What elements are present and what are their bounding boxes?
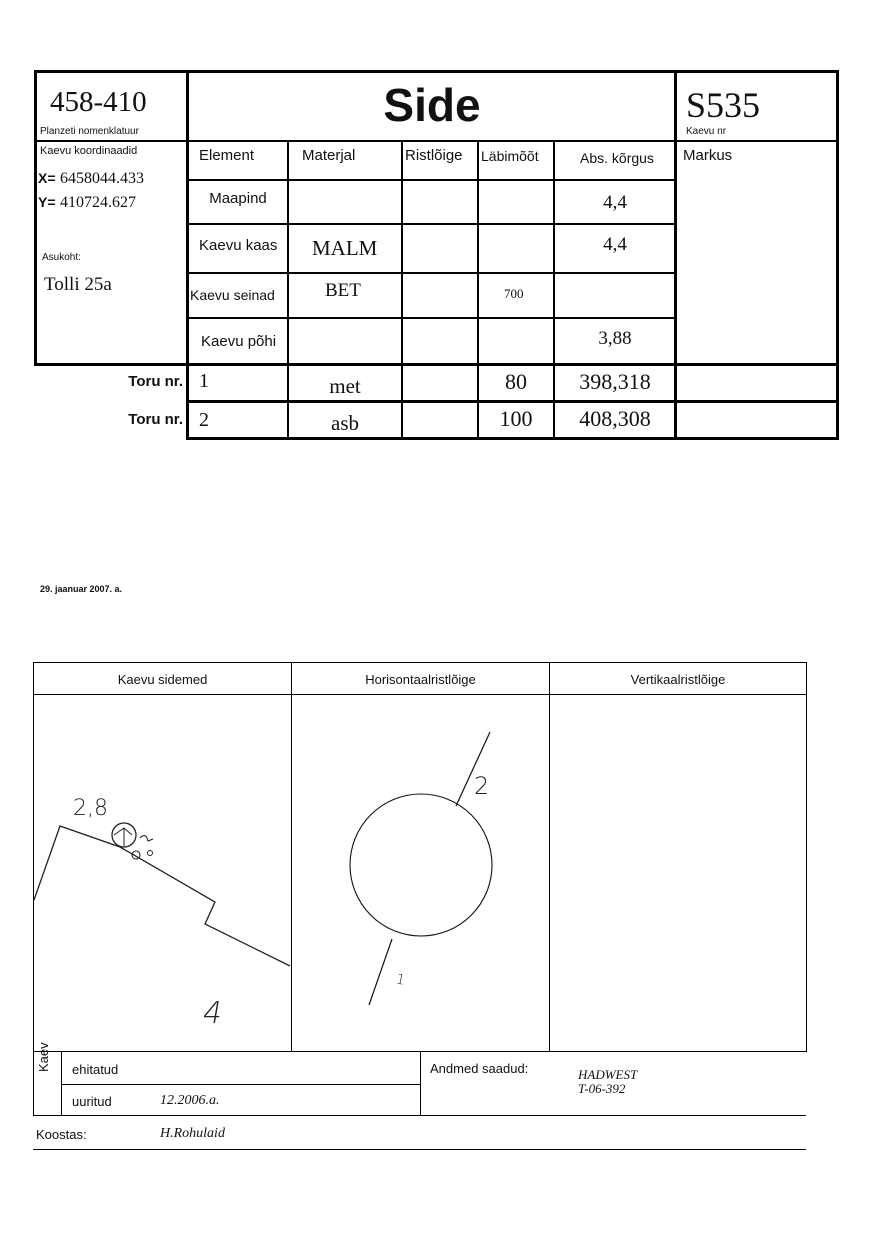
label-2-8: 2,8 (73, 796, 108, 821)
row-element: Kaevu seinad (190, 287, 275, 303)
pipe-label: Toru nr. (128, 373, 183, 390)
row-height: 4,4 (603, 192, 627, 213)
well-number: S535 (686, 85, 761, 125)
sketch-header-vertical: Vertikaalristlõige (630, 672, 726, 687)
col-material: Materjal (302, 147, 356, 164)
col-remarks: Markus (683, 147, 733, 164)
row-element: Maapind (209, 190, 267, 207)
row-height: 3,88 (598, 328, 632, 349)
label-pipe-2: 2 (474, 772, 490, 800)
pipe-height: 408,308 (579, 406, 651, 431)
x-value: 6458044.433 (60, 170, 144, 187)
footer-side-label: Kaev (36, 1042, 51, 1072)
row-height: 4,4 (603, 234, 627, 255)
label-pipe-1: 1 (394, 971, 407, 989)
plan-label: Planzeti nomenklatuur (40, 126, 139, 137)
pipe-nr: 1 (199, 370, 209, 392)
document-date: 29. jaanuar 2007. a. (40, 584, 123, 594)
location-label: Asukoht: (42, 252, 81, 263)
compiled-label: Koostas: (36, 1127, 87, 1142)
pipe-diameter: 80 (505, 369, 527, 394)
sketch-header-connections: Kaevu sidemed (117, 672, 208, 687)
pipe-nr: 2 (199, 409, 209, 431)
well-label: Kaevu nr (686, 126, 727, 137)
card-title: Side (383, 79, 481, 131)
surveyed-label: uuritud (72, 1094, 112, 1109)
y-label: Y= (38, 194, 56, 210)
row-material: MALM (312, 236, 378, 260)
data-from-value-1: HADWEST (578, 1067, 638, 1082)
surveyed-value: 12.2006.a. (160, 1093, 220, 1108)
row-element: Kaevu põhi (201, 333, 277, 350)
pipe-material: asb (331, 411, 359, 435)
col-diameter: Läbimõõt (481, 148, 539, 164)
data-from-label: Andmed saadud: (430, 1061, 529, 1076)
pipe-diameter: 100 (499, 406, 533, 431)
pipe-label: Toru nr. (128, 411, 183, 428)
pipe-height: 398,318 (579, 369, 651, 394)
plan-number: 458-410 (50, 86, 147, 118)
x-label: X= (38, 170, 56, 186)
col-cross-section: Ristlõige (405, 147, 463, 164)
col-abs-height: Abs. kõrgus (580, 150, 654, 166)
data-from-value-2: T-06-392 (578, 1081, 626, 1096)
sketch-header-horizontal: Horisontaalristlõige (365, 672, 476, 687)
pipe-material: met (329, 374, 361, 398)
row-diameter: 700 (504, 286, 524, 301)
row-element: Kaevu kaas (199, 237, 278, 254)
location-value: Tolli 25a (44, 274, 112, 295)
row-material: BET (325, 280, 361, 301)
built-label: ehitatud (72, 1062, 119, 1077)
y-value: 410724.627 (60, 194, 136, 211)
col-element: Element (199, 147, 255, 164)
label-4: 4 (199, 996, 226, 1031)
compiled-value: H.Rohulaid (160, 1126, 225, 1141)
coords-label: Kaevu koordinaadid (40, 145, 138, 157)
